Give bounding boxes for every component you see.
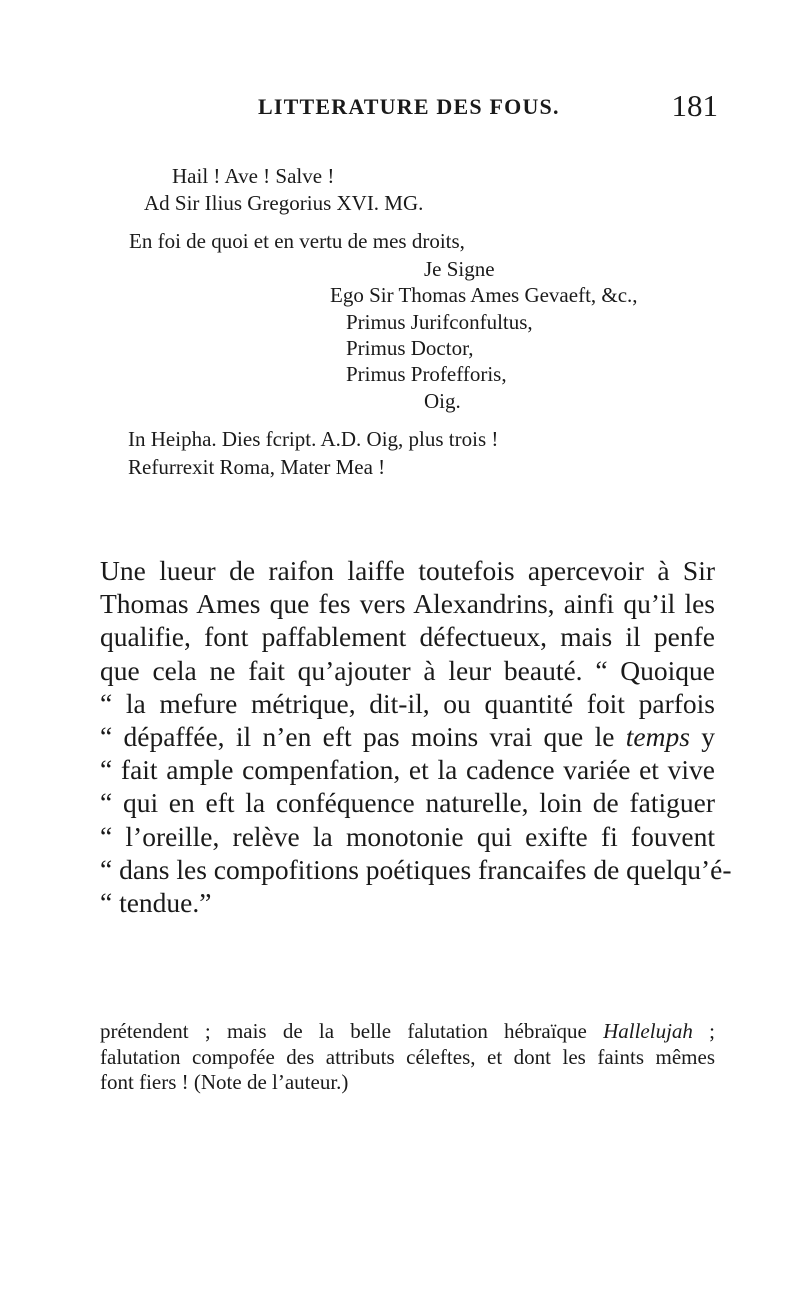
verse-line: Ad Sir Ilius Gregorius XVI. MG. [144, 191, 424, 215]
body-paragraph [100, 554, 732, 919]
paragraph-line: “ tendue.” [100, 887, 212, 919]
verse-line: Oig. [424, 389, 461, 413]
running-head-title: LITTERATURE DES FOUS. [258, 94, 560, 119]
paragraph-line: “ la mefure métrique, dit-il, ou quantité foit parfois [100, 687, 715, 719]
paragraph-line: Thomas Ames que fes vers Alexandrins, ainfi qu’il les [100, 588, 715, 620]
paragraph-line-text: “ dépaffée, il n’en eft pas moins vrai que le [100, 721, 626, 753]
verse-line: Hail ! Ave ! Salve ! [172, 164, 335, 188]
paragraph-line: “ fait ample compenfation, et la cadence variée et vive [100, 754, 715, 786]
verse-line: Je Signe [424, 257, 495, 281]
footnote-line: falutation compofée des attributs céleftes, et dont les faints mêmes [100, 1044, 715, 1069]
verse-line: Primus Doctor, [346, 336, 474, 360]
paragraph-line: “ qui en eft la conféquence naturelle, loin de fatiguer [100, 787, 715, 819]
verse-line: Ego Sir Thomas Ames Gevaeft, &c., [330, 283, 638, 307]
paragraph-line: qualifie, font paffablement défectueux, mais il penfe [100, 621, 715, 653]
paragraph-line-tail: y [689, 721, 715, 753]
paragraph-line [100, 720, 715, 753]
verse-line: Primus Profefforis, [346, 362, 507, 386]
footnote-text: prétendent ; mais de la belle falutation hébraïque [100, 1019, 604, 1043]
paragraph-line: Une lueur de raifon laiffe toutefois apercevoir à Sir [100, 555, 715, 586]
paragraph-line: “ l’oreille, relève la monotonie qui exifte fi fouvent [100, 820, 715, 852]
italic-word: Hallelujah [603, 1019, 693, 1043]
paragraph-line: “ dans les compofitions poétiques francaifes de quelqu’é- [100, 853, 732, 885]
paragraph-line: que cela ne fait qu’ajouter à leur beauté. “ Quoique [100, 654, 715, 686]
footnote-line: font fiers ! (Note de l’auteur.) [100, 1070, 349, 1094]
italic-word: temps [625, 721, 690, 753]
verse-line: En foi de quoi et en vertu de mes droits, [129, 229, 465, 253]
verse-line: Refurrexit Roma, Mater Mea ! [128, 455, 386, 479]
footnote-text: ; [692, 1019, 715, 1043]
verse-line: In Heipha. Dies fcript. A.D. Oig, plus trois ! [128, 427, 499, 451]
footnote-line [100, 1019, 715, 1045]
running-head [258, 88, 718, 134]
footnote [100, 1019, 715, 1096]
page-number: 181 [671, 88, 718, 123]
verse-line: Primus Jurifconfultus, [346, 310, 533, 334]
